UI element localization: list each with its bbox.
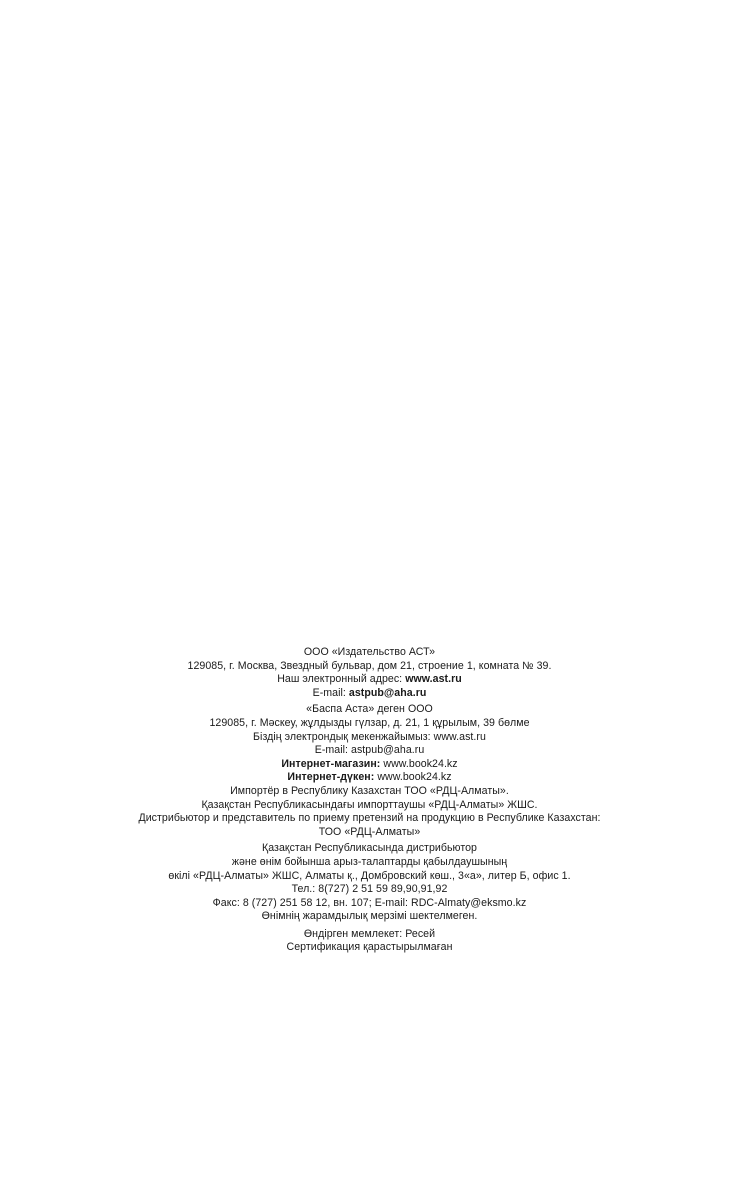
publisher-email-line-ru bbox=[0, 687, 739, 701]
distributor-phone: Тел.: 8(727) 2 51 59 89,90,91,92 bbox=[291, 883, 448, 896]
publisher-email-line-kz: E-mail: astpub@aha.ru bbox=[314, 744, 425, 757]
publisher-email-ru: astpub@aha.ru bbox=[348, 686, 427, 699]
distributor-ru-line-1: Дистрибьютор и представитель по приему претензий на продукцию в Республике Казахстан: bbox=[138, 812, 601, 825]
online-shop-label-ru: Интернет-магазин: bbox=[281, 757, 381, 770]
online-shop-line-kz bbox=[0, 771, 739, 785]
distributor-kz-line-2: және өнім бойынша арыз-талаптарды қабылдаушының bbox=[231, 855, 508, 868]
publisher-name-ru: ООО «Издательство АСТ» bbox=[303, 646, 436, 658]
distributor-ru-line-2: ТОО «РДЦ-Алматы» bbox=[318, 825, 421, 838]
publisher-address-ru: 129085, г. Москва, Звездный бульвар, дом 21, строение 1, комната № 39. bbox=[187, 659, 552, 672]
online-shop-label-kz: Интернет-дүкен: bbox=[287, 771, 375, 784]
certification-note: Сертификация қарастырылмаған bbox=[286, 941, 453, 954]
imprint-block bbox=[0, 646, 739, 955]
distributor-kz-line-3: өкілі «РДЦ-Алматы» ЖШС, Алматы қ., Домбровский көш., 3«а», литер Б, офис 1. bbox=[168, 869, 571, 882]
importer-kz: Қазақстан Республикасындағы импорттаушы «РДЦ-Алматы» ЖШС. bbox=[201, 798, 538, 811]
distributor-fax-email: Факс: 8 (727) 251 58 12, вн. 107; E-mail: RDC-Almaty@eksmo.kz bbox=[212, 896, 527, 909]
publisher-site-label-ru: Наш электронный адрес: bbox=[277, 673, 403, 686]
publisher-site-ru: www.ast.ru bbox=[405, 673, 462, 686]
publisher-site-line-ru bbox=[0, 673, 739, 687]
publisher-site-line-kz: Біздің электрондық мекенжайымыз: www.ast.ru bbox=[253, 730, 486, 743]
online-shop-line-ru bbox=[0, 758, 739, 772]
online-shop-url-kz: www.book24.kz bbox=[377, 771, 452, 784]
importer-ru: Импортёр в Республику Казахстан ТОО «РДЦ-Алматы». bbox=[230, 784, 509, 797]
distributor-kz-line-1: Қазақстан Республикасында дистрибьютор bbox=[262, 842, 477, 855]
online-shop-url-ru: www.book24.kz bbox=[383, 757, 458, 770]
country-of-origin: Өндірген мемлекет: Ресей bbox=[303, 927, 436, 940]
publisher-email-label-ru: E-mail: bbox=[312, 686, 346, 699]
publisher-address-kz: 129085, г. Мәскеу, жұлдызды гүлзар, д. 21, 1 құрылым, 39 бөлме bbox=[209, 716, 530, 729]
shelf-life-note: Өнімнің жарамдылық мерзімі шектелмеген. bbox=[261, 910, 478, 923]
publisher-name-kz: «Баспа Аста» деген ООО bbox=[306, 703, 433, 716]
